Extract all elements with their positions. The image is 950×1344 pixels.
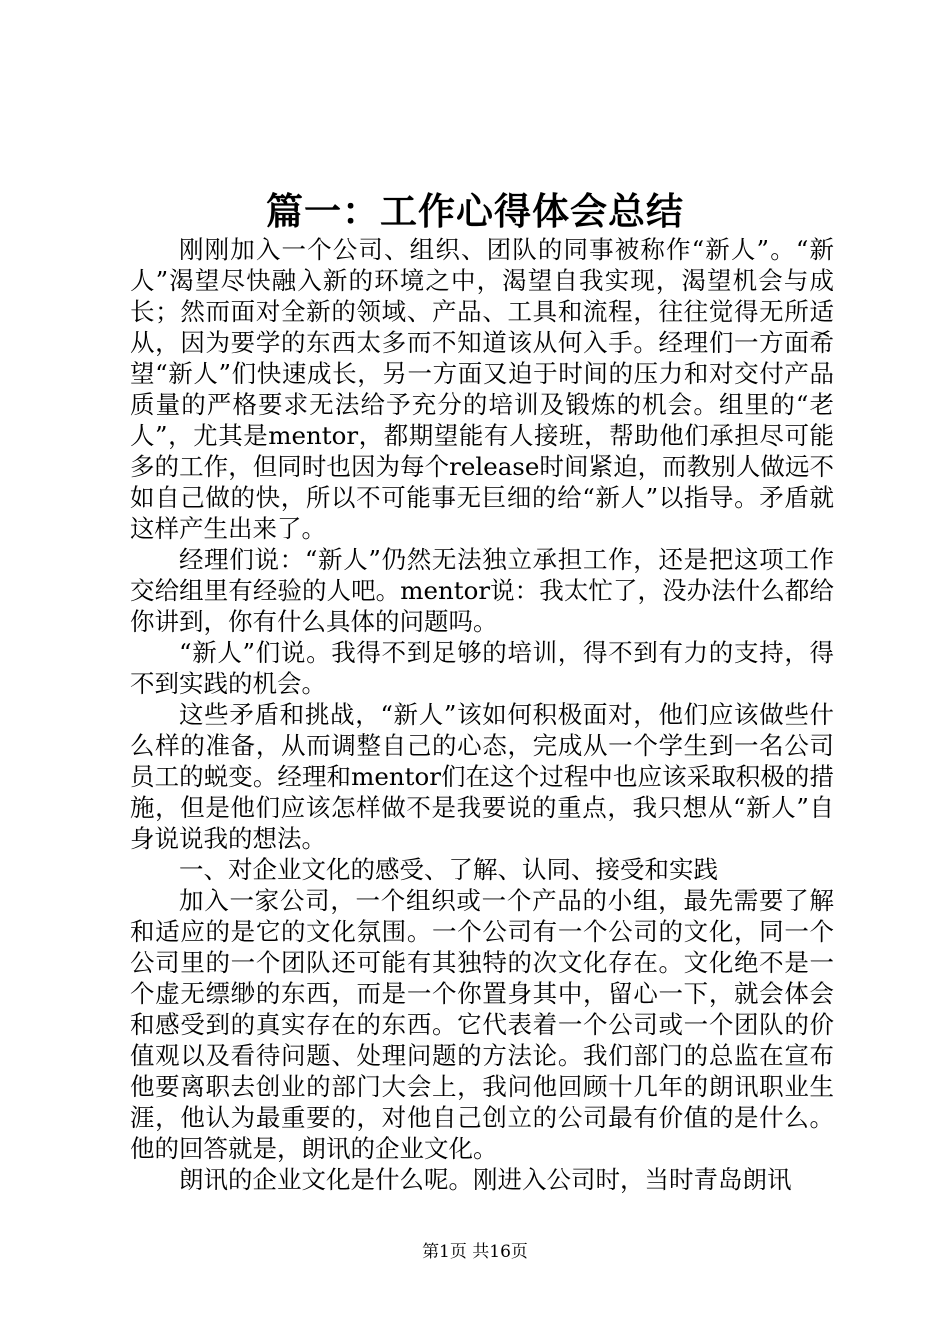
document-body xyxy=(130,234,834,1195)
paragraph: 经理们说：“新人”仍然无法独立承担工作，还是把这项工作交给组里有经验的人吧。mentor说：我太忙了，没办法什么都给你讲到，你有什么具体的问题吗。 xyxy=(130,545,834,636)
paragraph: 刚刚加入一个公司、组织、团队的同事被称作“新人”。“新人”渴望尽快融入新的环境之中，渴望自我实现，渴望机会与成长；然而面对全新的领域、产品、工具和流程，往往觉得无所适从，因为要学的东西太多而不知道该从何入手。经理们一方面希望“新人”们快速成长，另一方面又迫于时间的压力和对交付产品质量的严格要求无法给予充分的培训及锻炼的机会。组里的“老人”，尤其是mentor，都期望能有人接班，帮助他们承担尽可能多的工作，但同时也因为每个release时间紧迫，而教别人做远不如自己做的快，所以不可能事无巨细的给“新人”以指导。矛盾就这样产生出来了。 xyxy=(130,235,834,543)
page-footer: 第1页 共16页 xyxy=(422,1242,528,1262)
paragraph: 加入一家公司，一个组织或一个产品的小组，最先需要了解和适应的是它的文化氛围。一个公司有一个公司的文化，同一个公司里的一个团队还可能有其独特的次文化存在。文化绝不是一个虚无缥缈的东西，而是一个你置身其中，留心一下，就会体会和感受到的真实存在的东西。它代表着一个公司或一个团队的价值观以及看待问题、处理问题的方法论。我们部门的总监在宣布他要离职去创业的部门大会上，我问他回顾十几年的朗讯职业生涯，他认为最重要的，对他自己创立的公司最有价值的是什么。他的回答就是，朗讯的企业文化。 xyxy=(130,886,834,1163)
section-heading: 一、对企业文化的感受、了解、认同、接受和实践 xyxy=(179,855,718,884)
paragraph: 朗讯的企业文化是什么呢。刚进入公司时，当时青岛朗讯 xyxy=(179,1165,792,1194)
paragraph: 这些矛盾和挑战，“新人”该如何积极面对，他们应该做些什么样的准备，从而调整自己的心态，完成从一个学生到一名公司员工的蜕变。经理和mentor们在这个过程中也应该采取积极的措施，但是他们应该怎样做不是我要说的重点，我只想从“新人”自身说说我的想法。 xyxy=(130,700,834,853)
paragraph: “新人”们说。我得不到足够的培训，得不到有力的支持，得不到实践的机会。 xyxy=(130,638,834,698)
document-title: 篇一：工作心得体会总结 xyxy=(266,189,684,233)
